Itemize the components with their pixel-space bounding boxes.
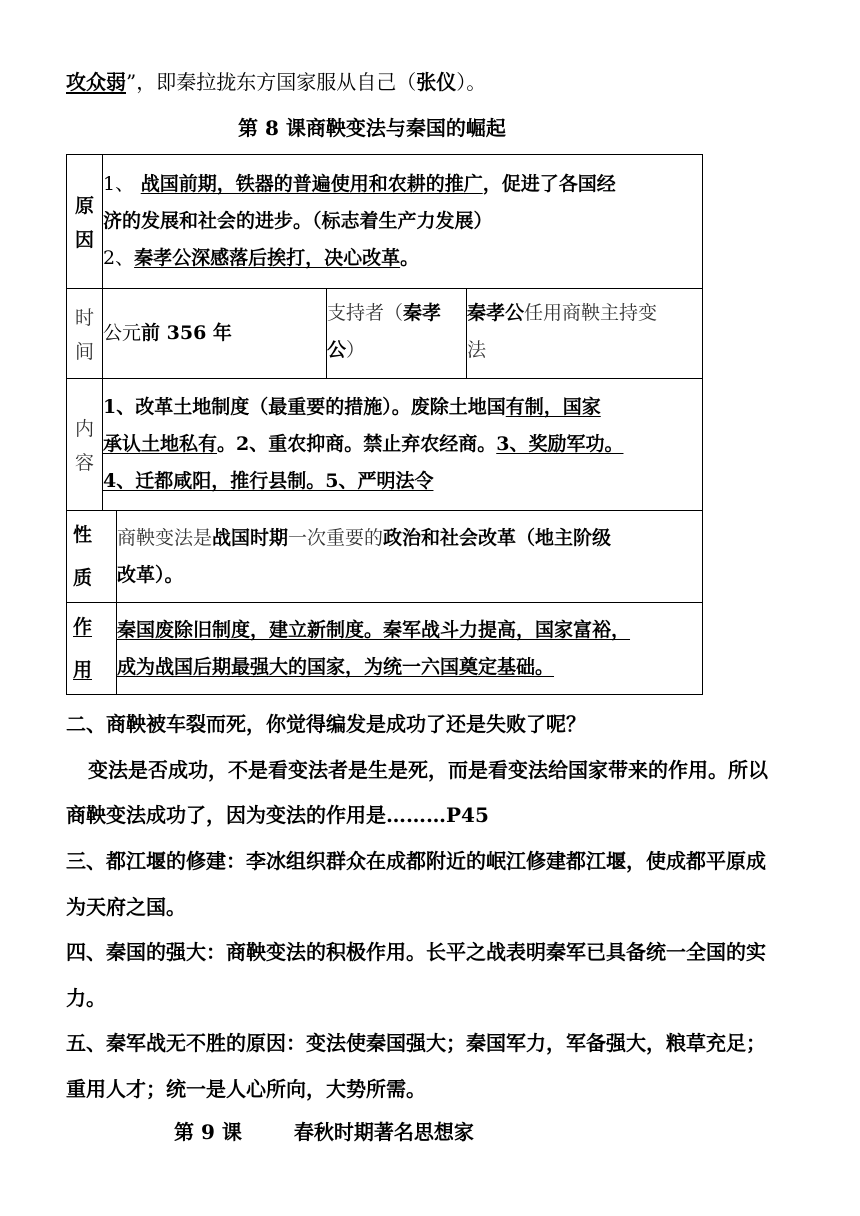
reason-line-3-end: 。	[400, 247, 420, 269]
content-line-2-a: 承认土地私有	[103, 433, 218, 455]
row-nature	[67, 511, 703, 603]
effect-line-1: 秦国废除旧制度，建立新制度。秦军战斗力提高，国家富裕，	[117, 618, 631, 641]
top-line-end: ）。	[456, 70, 487, 94]
content-line-1-a: 1、改革土地制度（最重要的措施）。废除土地国	[103, 396, 506, 418]
label-effect	[67, 603, 117, 695]
nature-a: 商鞅变法是	[117, 526, 213, 549]
content-line-2-b: 。2、重农抑商。禁止弃农经商。	[217, 433, 497, 455]
reason-line-2: 济的发展和社会的进步。（标志着生产力发展）	[103, 210, 493, 232]
label-content-char-1: 内	[74, 417, 94, 440]
q4-line-1: 四、秦国的强大：商鞅变法的积极作用。长平之战表明秦军已具备统一全国的实	[66, 940, 766, 964]
row-effect	[67, 603, 703, 695]
label-time-char-1: 时	[74, 306, 94, 329]
reason-line-3-underlined: 秦孝公深感落后挨打，决心改革	[134, 247, 401, 269]
q5-line-2: 重用人才；统一是人心所向，大势所需。	[66, 1077, 426, 1101]
nature-d: 政治和社会改革（地主阶级	[383, 526, 612, 549]
top-line-underlined: 攻众弱	[66, 70, 126, 94]
label-reason	[67, 155, 103, 289]
label-nature	[67, 511, 117, 603]
q5-line-1: 五、秦军战无不胜的原因：变法使秦国强大；秦国军力，军备强大，粮草充足；	[66, 1031, 766, 1055]
content-line-1-b: 有制，国家	[505, 396, 601, 418]
reason-content	[103, 155, 703, 289]
effect-line-2: 成为战国后期最强大的国家，为统一六国奠定基础。	[117, 655, 555, 678]
lesson8-table	[66, 154, 703, 695]
q3-line-1: 三、都江堰的修建：李冰组织群众在成都附近的岷江修建都江堰，使成都平原成	[66, 849, 766, 873]
reason-line-3	[103, 240, 702, 277]
time-supporter	[327, 289, 467, 379]
content-line-2-c: 3、奖励军功。	[496, 433, 624, 455]
lesson9-title-text: 春秋时期著名思想家	[293, 1120, 474, 1144]
q2-answer-line-1: 变法是否成功，不是看变法者是生是死，而是看变法给国家带来的作用。所以	[88, 758, 768, 782]
host-line-1	[467, 295, 702, 332]
top-line-bold-name: 张仪	[416, 70, 457, 94]
nature-c: 一次重要的	[288, 526, 384, 549]
supporter-prefix: 支持者（	[327, 302, 404, 324]
q2-answer-line-2: 商鞅变法成功了，因为变法的作用是………P45	[66, 803, 489, 827]
label-time-char-2: 间	[74, 340, 94, 363]
label-reason-char-1: 原	[74, 194, 94, 217]
supporter-line-2	[327, 332, 466, 369]
lesson8-title: 第 8 课商鞅变法与秦国的崛起	[238, 116, 506, 140]
supporter-bold-1: 秦孝	[403, 302, 442, 324]
top-line	[66, 68, 486, 96]
row-reason	[67, 155, 703, 289]
reason-line-1-rest: ，促进了各国经	[482, 173, 616, 195]
q4-line-2: 力。	[66, 986, 106, 1010]
host-bold: 秦孝公	[467, 302, 525, 324]
supporter-line-1	[327, 295, 466, 332]
label-effect-char-1: 作	[73, 615, 93, 638]
top-line-text: ”，即秦拉拢东方国家服从自己（	[126, 70, 417, 94]
supporter-bold-2: 公	[327, 339, 347, 361]
label-content	[67, 379, 103, 511]
label-effect-char-2: 用	[73, 658, 93, 681]
lesson9-title-number: 第 9 课	[174, 1120, 242, 1144]
content-content	[103, 379, 703, 511]
nature-b: 战国时期	[212, 526, 289, 549]
nature-line-2: 改革）。	[117, 563, 184, 586]
content-line-3: 4、迁都咸阳，推行县制。5、严明法令	[103, 470, 434, 492]
label-nature-char-1: 性	[73, 523, 93, 546]
label-nature-char-2: 质	[73, 566, 93, 589]
content-line-1	[103, 389, 702, 426]
effect-content	[117, 603, 703, 695]
reason-line-1-prefix: 1、	[103, 173, 135, 195]
time-host	[467, 289, 703, 379]
lesson9-title	[174, 1118, 474, 1146]
q3-line-2: 为天府之国。	[66, 895, 186, 919]
nature-line-1	[117, 520, 702, 557]
time-value	[103, 289, 327, 379]
reason-line-3-prefix: 2、	[103, 247, 135, 269]
row-content	[67, 379, 703, 511]
content-line-2	[103, 426, 702, 463]
time-value-prefix: 公元	[103, 322, 142, 344]
label-time	[67, 289, 103, 379]
reason-line-1	[103, 166, 702, 203]
supporter-end: ）	[346, 339, 366, 361]
q2: 二、商鞅被车裂而死，你觉得编发是成功了还是失败了呢？	[66, 712, 586, 736]
label-reason-char-2: 因	[74, 228, 94, 251]
row-time	[67, 289, 703, 379]
host-rest: 任用商鞅主持变	[524, 302, 658, 324]
label-content-char-2: 容	[74, 451, 94, 474]
nature-content	[117, 511, 703, 603]
time-value-bold: 前 356 年	[141, 322, 232, 344]
host-line-2: 法	[467, 339, 487, 361]
reason-line-1-underlined: 战国前期，铁器的普遍使用和农耕的推广	[140, 173, 483, 195]
